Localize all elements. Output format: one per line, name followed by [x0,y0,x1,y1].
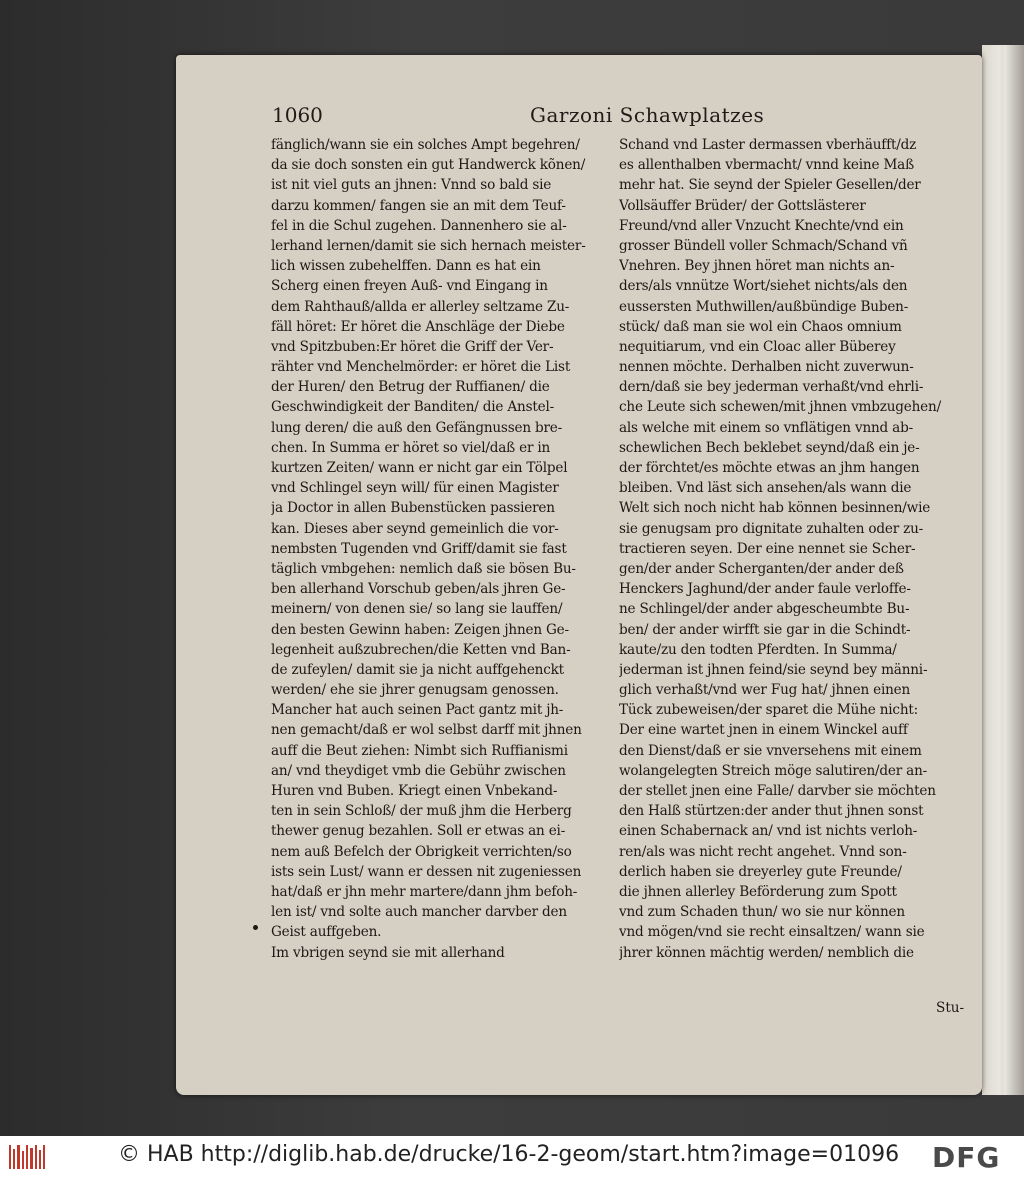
right-text-line: jhrer können mächtig werden/ nemblich die [619,944,914,961]
left-text-line: werden/ ehe sie jhrer genugsam genossen. [271,682,559,699]
left-text-line: len ist/ vnd solte auch mancher darvber den [271,904,567,921]
left-text-line: da sie doch sonsten ein gut Handwerck kõnen/ [271,157,586,174]
right-text-line: die jhnen allerley Beförderung zum Spott [619,883,897,900]
right-text-line: ben/ der ander wirfft sie gar in die Schindt- [619,621,911,638]
right-text-line: eussersten Muthwillen/außbündige Buben- [619,298,909,315]
left-text-column [271,135,609,963]
right-text-line: dern/daß sie bey jederman verhaßt/vnd ehrli- [619,379,924,396]
book-page [176,55,982,1095]
left-text-line: fel in die Schul zugehen. Dannenhero sie al- [271,217,567,234]
left-text-line: legenheit außzubrechen/die Ketten vnd Ban- [271,641,571,658]
right-text-line: Tück zubeweisen/der sparet die Mühe nicht: [619,702,919,719]
right-text-line: Vollsäuffer Brüder/ der Gottslästerer [619,197,866,214]
left-text-line: ten in sein Schloß/ der muß jhm die Herberg [271,803,572,820]
left-text-line: de zufeylen/ damit sie ja nicht auffgehenckt [271,661,564,678]
left-text-line: Mancher hat auch seinen Pact gantz mit jh- [271,702,564,719]
margin-mark [253,925,258,930]
right-text-line: den Dienst/daß er sie vnversehens mit einem [619,742,922,759]
right-text-line: einen Schabernack an/ vnd ist nichts verloh- [619,823,918,840]
footer-bar [0,1136,1024,1177]
right-text-line: den Halß stürtzen:der ander thut jhnen sonst [619,803,924,820]
left-text-line: lung deren/ die auß den Gefängnussen bre- [271,419,563,436]
right-text-line: sie genugsam pro dignitate zuhalten oder zu- [619,520,924,537]
right-text-line: vnd zum Schaden thun/ wo sie nur können [619,904,905,921]
left-text-line: Scherg einen freyen Auß- vnd Eingang in [271,278,548,295]
dfg-logo: DFG [932,1141,1001,1174]
left-text-line: lich wissen zubehelffen. Dann es hat ein [271,258,541,275]
left-text-line: auff die Beut ziehen: Nimbt sich Ruffianismi [271,742,568,759]
left-text-line: an/ vnd theydiget vmb die Gebühr zwischen [271,762,566,779]
left-text-line: thewer genug bezahlen. Soll er etwas an ei- [271,823,566,840]
right-text-line: als welche mit einem so vnflätigen vnnd ab- [619,419,913,436]
right-text-line: Schand vnd Laster dermassen vberhäufft/dz [619,137,917,153]
left-text-line: ist nit viel guts an jhnen: Vnnd so bald sie [271,177,552,194]
right-text-column [619,135,964,963]
left-text-line: hat/daß er jhn mehr martere/dann jhm befoh- [271,883,578,900]
left-text-line: vnd Spitzbuben:Er höret die Griff der Ver- [271,338,554,355]
left-text-line: meinern/ von denen sie/ so lang sie lauffen/ [271,601,563,618]
right-text-line: vnd mögen/vnd sie recht einsaltzen/ wann sie [619,924,925,941]
page-header [272,103,912,131]
left-text-line: ben allerhand Vorschub geben/als jhren Ge- [271,581,566,598]
right-text-line: der stellet jnen eine Falle/ darvber sie möchten [619,783,936,799]
left-text-line: ists sein Lust/ wann er dessen nit zugeniessen [271,863,582,880]
left-text-line: kan. Dieses aber seynd gemeinlich die vor- [271,520,559,537]
left-text-line: chen. In Summa er höret so viel/daß er in [271,439,551,456]
left-text-line: Geschwindigkeit der Banditen/ die Anstel- [271,399,554,416]
left-text-line: nem auß Befelch der Obrigkeit verrichten/so [271,843,572,860]
left-text-line: fäll höret: Er höret die Anschläge der Diebe [271,318,565,335]
right-text-line: es allenthalben vbermacht/ vnnd keine Maß [619,157,914,174]
right-text-line: tractieren seyen. Der eine nennet sie Scher- [619,540,916,557]
left-text-line: täglich vmbgehen: nemlich daß sie bösen Bu- [271,560,576,577]
right-text-line: derlich haben sie dreyerley gute Freunde/ [619,863,902,880]
right-text-line: nequitiarum, vnd ein Cloac aller Büberey [619,338,896,355]
left-text-line: nembsten Tugenden vnd Griff/damit sie fast [271,540,567,557]
right-text-line: Henckers Jaghund/der ander faule verloffe- [619,581,911,598]
right-text-line: wolangelegten Streich möge salutiren/der an- [619,762,928,779]
page-edge-shadow [1004,45,1024,1095]
left-text-line: den besten Gewinn haben: Zeigen jhnen Ge- [271,621,569,638]
right-text-line: stück/ daß man sie wol ein Chaos omnium [619,318,902,335]
left-text-line: dem Rahthauß/allda er allerley seltzame Zu- [271,298,570,315]
right-text-line: ren/als was nicht recht angehet. Vnnd son- [619,843,907,860]
right-text-line: kaute/zu den todten Pferdten. In Summa/ [619,641,897,658]
catchword: Stu- [936,1000,965,1016]
right-text-line: Vnehren. Bey jhnen höret man nichts an- [619,258,895,275]
right-text-line: Welt sich noch nicht hab können besinnen/wie [619,500,931,517]
left-text-line: darzu kommen/ fangen sie an mit dem Teuf- [271,197,566,214]
left-text-line: lerhand lernen/damit sie sich hernach meister- [271,237,586,254]
right-text-line: mehr hat. Sie seynd der Spieler Gesellen/der [619,177,921,194]
hab-barcode-logo-icon [8,1143,46,1171]
left-text-line: rähter vnd Menchelmörder: er höret die List [271,359,571,376]
right-text-line: der förchtet/es möchte etwas an jhm hangen [619,460,920,476]
right-text-line: grosser Bündell voller Schmach/Schand vñ [619,237,908,254]
left-text-line: Geist auffgeben. [271,924,382,941]
left-text-line: der Huren/ den Betrug der Ruffianen/ die [271,379,550,396]
right-text-line: schewlichen Bech beklebet seynd/daß ein je- [619,439,920,456]
right-text-line: Der eine wartet jnen in einem Winckel auff [619,722,908,739]
left-text-line: fänglich/wann sie ein solches Ampt begehren/ [271,137,580,153]
right-text-line: bleiben. Vnd läst sich ansehen/als wann die [619,480,912,497]
left-text-line: ja Doctor in allen Bubenstücken passieren [271,500,555,517]
right-text-line: gen/der ander Scherganten/der ander deß [619,560,904,577]
right-text-line: ders/als vnnütze Wort/siehet nichts/als den [619,278,908,295]
right-text-line: Freund/vnd aller Vnzucht Knechte/vnd ein [619,217,904,234]
left-text-line: kurtzen Zeiten/ wann er nicht gar ein Tölpel [271,460,568,476]
right-text-line: jederman ist jhnen feind/sie seynd bey männi- [619,661,928,678]
copyright-source-link[interactable]: © HAB http://diglib.hab.de/drucke/16-2-geom/start.htm?image=01096 [118,1142,900,1167]
left-text-line: vnd Schlingel seyn will/ für einen Magister [271,480,559,497]
right-text-line: ne Schlingel/der ander abgescheumbte Bu- [619,601,910,618]
page-number: 1060 [272,103,323,127]
left-text-line: nen gemacht/daß er wol selbst darff mit jhnen [271,722,582,739]
right-text-line: che Leute sich schewen/mit jhnen vmbzugehen/ [619,399,941,416]
right-text-line: glich verhaßt/vnd wer Fug hat/ jhnen einen [619,682,911,699]
running-title: Garzoni Schawplatzes [530,103,765,127]
left-text-line: Huren vnd Buben. Kriegt einen Vnbekand- [271,783,558,799]
left-text-line: Im vbrigen seynd sie mit allerhand [271,944,505,961]
right-text-line: nennen möchte. Derhalben nicht zuverwun- [619,359,914,376]
